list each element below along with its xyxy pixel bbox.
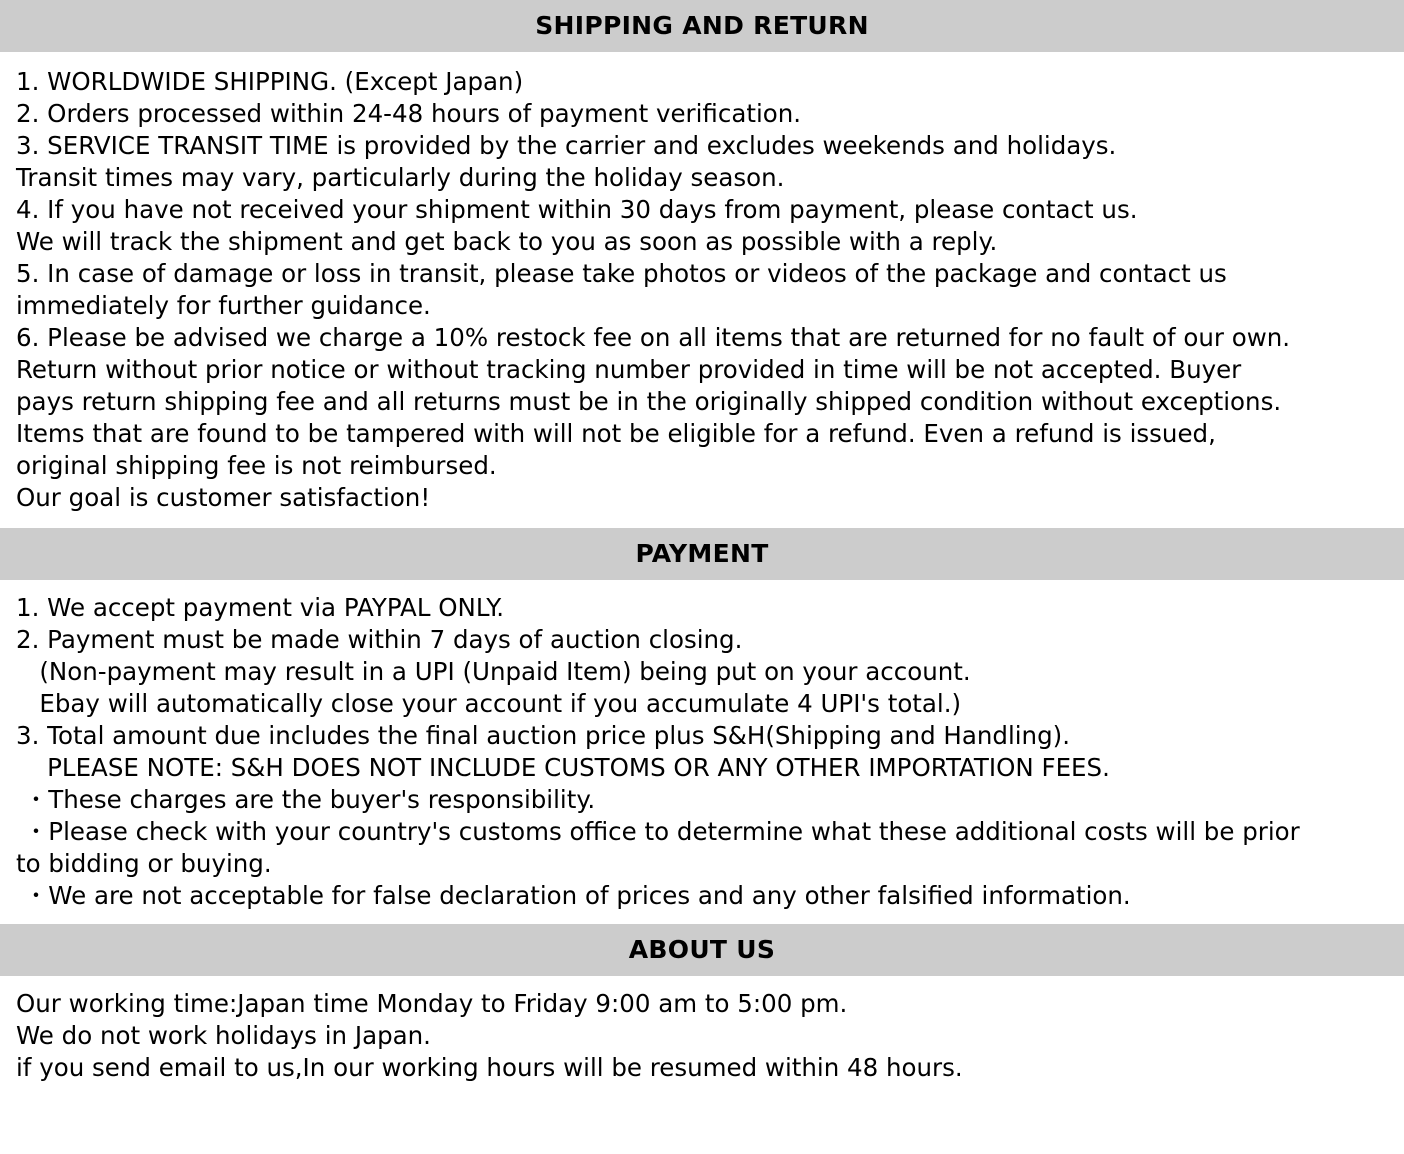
text-line: 5. In case of damage or loss in transit, please take photos or videos of the package and contact us (16, 259, 1227, 288)
text-line: Our goal is customer satisfaction! (16, 483, 431, 512)
text-line: ・These charges are the buyer's responsibility. (16, 785, 596, 814)
text-line: 1. WORLDWIDE SHIPPING. (Except Japan) (16, 67, 524, 96)
text-line: 1. We accept payment via PAYPAL ONLY. (16, 593, 505, 622)
text-line: if you send email to us,In our working hours will be resumed within 48 hours. (16, 1053, 963, 1082)
text-line: pays return shipping fee and all returns must be in the originally shipped condition without exceptions. (16, 387, 1282, 416)
section-header-payment: PAYMENT (0, 528, 1404, 580)
text-line: 2. Payment must be made within 7 days of auction closing. (16, 625, 743, 654)
text-line: Transit times may vary, particularly during the holiday season. (16, 163, 785, 192)
text-line: original shipping fee is not reimbursed. (16, 451, 497, 480)
text-line: 6. Please be advised we charge a 10% restock fee on all items that are returned for no fault of our own. (16, 323, 1291, 352)
section-header-shipping-and-return: SHIPPING AND RETURN (0, 0, 1404, 52)
text-line: 3. Total amount due includes the final auction price plus S&H(Shipping and Handling). (16, 721, 1070, 750)
text-line: (Non-payment may result in a UPI (Unpaid Item) being put on your account. (16, 657, 971, 686)
text-line: PLEASE NOTE: S&H DOES NOT INCLUDE CUSTOMS OR ANY OTHER IMPORTATION FEES. (16, 753, 1110, 782)
text-line: ・We are not acceptable for false declaration of prices and any other falsified information. (16, 881, 1131, 910)
text-line: Items that are found to be tampered with will not be eligible for a refund. Even a refund is issued, (16, 419, 1216, 448)
text-line: immediately for further guidance. (16, 291, 431, 320)
text-line: ・Please check with your country's customs office to determine what these additional costs will be prior (16, 817, 1300, 846)
text-line: to bidding or buying. (16, 849, 272, 878)
text-line: 2. Orders processed within 24-48 hours of payment verification. (16, 99, 802, 128)
section-body-about-us (0, 976, 1404, 1100)
text-line: Our working time:Japan time Monday to Friday 9:00 am to 5:00 pm. (16, 989, 848, 1018)
section-body-shipping-and-return (0, 52, 1404, 528)
text-line: We will track the shipment and get back to you as soon as possible with a reply. (16, 227, 998, 256)
text-line: Ebay will automatically close your account if you accumulate 4 UPI's total.) (16, 689, 962, 718)
section-body-payment (0, 580, 1404, 924)
section-header-about-us: ABOUT US (0, 924, 1404, 976)
text-line: We do not work holidays in Japan. (16, 1021, 431, 1050)
text-line: 4. If you have not received your shipment within 30 days from payment, please contact us. (16, 195, 1138, 224)
text-line: 3. SERVICE TRANSIT TIME is provided by the carrier and excludes weekends and holidays. (16, 131, 1117, 160)
text-line: Return without prior notice or without tracking number provided in time will be not accepted. Buyer (16, 355, 1242, 384)
